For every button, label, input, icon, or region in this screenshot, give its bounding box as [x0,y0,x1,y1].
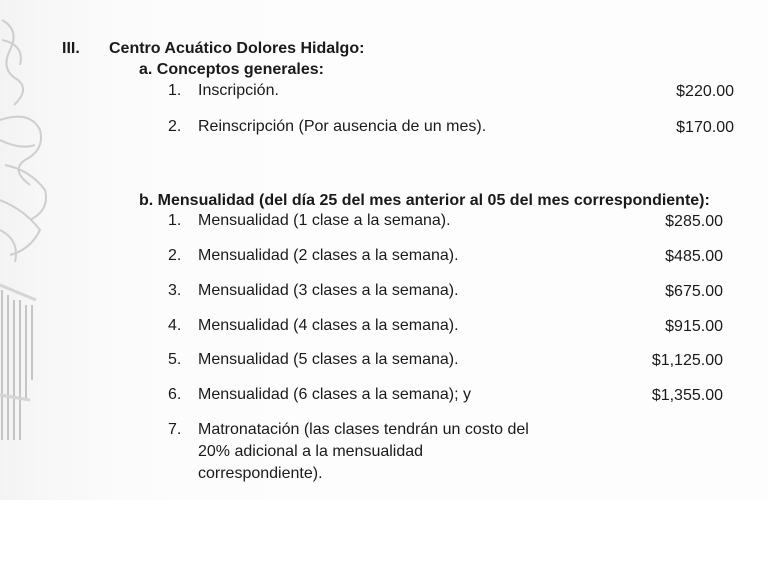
list-item-price: $220.00 [676,83,734,100]
watermark-emblem [0,0,60,460]
list-item-number: 3. [168,282,182,299]
list-item-number: 2. [168,247,182,264]
list-item-text-line: correspondiente). [198,465,323,482]
list-item-number: 1. [168,212,182,229]
list-item-text: Mensualidad (6 clases a la semana); y [198,386,472,403]
list-item-price: $915.00 [665,318,723,335]
list-item-text: Inscripción. [198,82,279,99]
part-b-heading: b. Mensualidad (del día 25 del mes anterior al 05 del mes correspondiente): [139,192,710,209]
list-item-number: 6. [168,386,182,403]
list-item-text: Mensualidad (5 clases a la semana). [198,351,459,368]
list-item-text: Mensualidad (4 clases a la semana). [198,317,459,334]
list-item-price: $170.00 [676,119,734,136]
list-item-number: 5. [168,351,182,368]
list-item-text: Reinscripción (Por ausencia de un mes). [198,118,487,135]
list-item-price: $1,355.00 [651,387,723,404]
list-item-text: Mensualidad (1 clase a la semana). [198,212,451,229]
list-item-number: 2. [168,118,182,135]
list-item-number: 7. [168,421,182,438]
list-item-price: $675.00 [665,283,723,300]
part-a-heading: a. Conceptos generales: [139,61,324,78]
list-item-text-line: 20% adicional a la mensualidad [198,443,424,460]
list-item-number: 4. [168,317,182,334]
list-item-text-line: Matronatación (las clases tendrán un costo del [198,421,529,438]
section-numeral: III. [62,40,80,57]
list-item-text: Mensualidad (3 clases a la semana). [198,282,459,299]
list-item-price: $485.00 [665,248,723,265]
list-item-number: 1. [168,82,182,99]
list-item-price: $1,125.00 [651,352,723,369]
section-title: Centro Acuático Dolores Hidalgo: [109,40,365,57]
list-item-price: $285.00 [665,213,723,230]
list-item-text: Mensualidad (2 clases a la semana). [198,247,459,264]
